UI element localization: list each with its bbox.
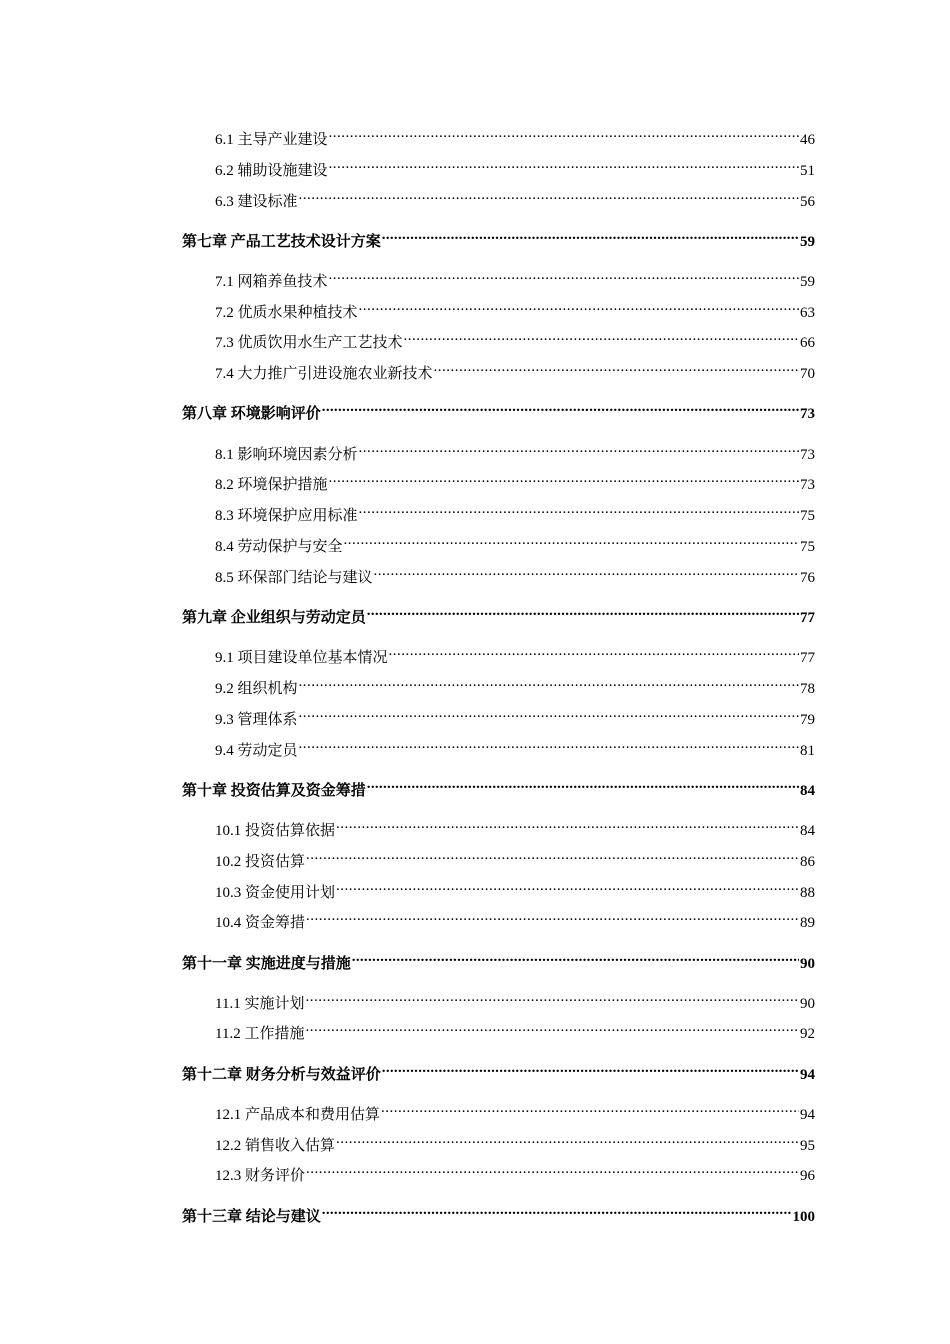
toc-chapter-page: 94 [800, 1067, 815, 1083]
toc-entry[interactable] [215, 498, 815, 524]
toc-entry-page: 75 [800, 508, 815, 524]
dot-leader [306, 905, 799, 927]
toc-entry[interactable] [215, 295, 815, 321]
toc-entry-title: 12.1 产品成本和费用估算 [215, 1107, 381, 1123]
toc-entry[interactable] [215, 702, 815, 728]
toc-chapter-title: 第八章 环境影响评价 [182, 406, 321, 422]
toc-chapter[interactable] [182, 600, 815, 626]
toc-entry[interactable] [215, 1158, 815, 1184]
toc-entry-page: 90 [800, 996, 815, 1012]
dot-leader [322, 396, 799, 418]
toc-entry-title: 9.4 劳动定员 [215, 743, 298, 759]
dot-leader [374, 560, 799, 582]
toc-entry-title: 10.3 资金使用计划 [215, 885, 336, 901]
toc-entry[interactable] [215, 813, 815, 839]
toc-entry-title: 6.3 建设标准 [215, 194, 298, 210]
toc-entry-page: 59 [800, 274, 815, 290]
toc-entry[interactable] [215, 122, 815, 148]
dot-leader [329, 122, 799, 144]
dot-leader [359, 498, 799, 520]
toc-chapter-title: 第九章 企业组织与劳动定员 [182, 610, 366, 626]
dot-leader [306, 844, 799, 866]
dot-leader [305, 986, 799, 1008]
toc-chapter-page: 59 [800, 234, 815, 250]
toc-chapter-page: 77 [800, 610, 815, 626]
toc-entry-title: 8.2 环境保护措施 [215, 477, 328, 493]
toc-entry-title: 8.4 劳动保护与安全 [215, 539, 343, 555]
dot-leader [299, 184, 799, 206]
toc-entry[interactable] [215, 184, 815, 210]
toc-chapter-title: 第十二章 财务分析与效益评价 [182, 1067, 381, 1083]
dot-leader [306, 1158, 799, 1180]
toc-entry[interactable] [215, 437, 815, 463]
dot-leader [382, 1057, 799, 1079]
toc-entry-title: 11.1 实施计划 [215, 996, 305, 1012]
toc-entry-title: 9.2 组织机构 [215, 681, 298, 697]
toc-chapter-page: 100 [792, 1209, 815, 1225]
dot-leader [434, 356, 799, 378]
dot-leader [382, 224, 799, 246]
toc-entry-page: 78 [800, 681, 815, 697]
toc-entry[interactable] [215, 560, 815, 586]
toc-entry[interactable] [215, 986, 815, 1012]
toc-chapter-page: 73 [800, 406, 815, 422]
toc-entry-title: 9.3 管理体系 [215, 712, 298, 728]
toc-entry-title: 7.3 优质饮用水生产工艺技术 [215, 335, 403, 351]
dot-leader [367, 773, 799, 795]
toc-chapter-title: 第十章 投资估算及资金筹措 [182, 783, 366, 799]
toc-entry-page: 96 [800, 1168, 815, 1184]
toc-chapter[interactable] [182, 1199, 815, 1225]
toc-entry[interactable] [215, 325, 815, 351]
toc-entry-page: 73 [800, 447, 815, 463]
toc-entry-page: 86 [800, 854, 815, 870]
toc-chapter[interactable] [182, 946, 815, 972]
toc-entry-page: 77 [800, 650, 815, 666]
toc-chapter[interactable] [182, 224, 815, 250]
toc-entry-page: 92 [800, 1026, 815, 1042]
toc-entry[interactable] [215, 905, 815, 931]
toc-entry-page: 88 [800, 885, 815, 901]
toc-entry[interactable] [215, 153, 815, 179]
toc-entry-page: 73 [800, 477, 815, 493]
toc-chapter[interactable] [182, 396, 815, 422]
dot-leader [329, 467, 799, 489]
toc-entry[interactable] [215, 264, 815, 290]
dot-leader [322, 1199, 792, 1221]
toc-entry[interactable] [215, 844, 815, 870]
toc-chapter-page: 84 [800, 783, 815, 799]
toc-entry[interactable] [215, 356, 815, 382]
dot-leader [336, 813, 799, 835]
toc-entry-page: 81 [800, 743, 815, 759]
toc-entry-title: 8.1 影响环境因素分析 [215, 447, 358, 463]
toc-entry-title: 9.1 项目建设单位基本情况 [215, 650, 388, 666]
dot-leader [389, 640, 799, 662]
dot-leader [299, 702, 799, 724]
toc-entry-page: 70 [800, 366, 815, 382]
toc-entry[interactable] [215, 1128, 815, 1154]
toc-entry-title: 11.2 工作措施 [215, 1026, 305, 1042]
toc-entry-title: 12.3 财务评价 [215, 1168, 306, 1184]
dot-leader [305, 1016, 799, 1038]
dot-leader [352, 946, 799, 968]
toc-entry-page: 95 [800, 1138, 815, 1154]
toc-chapter[interactable] [182, 1057, 815, 1083]
toc-chapter-title: 第七章 产品工艺技术设计方案 [182, 234, 381, 250]
toc-entry-page: 79 [800, 712, 815, 728]
dot-leader [299, 733, 799, 755]
toc-entry-page: 63 [800, 305, 815, 321]
dot-leader [299, 671, 799, 693]
toc-entry[interactable] [215, 467, 815, 493]
dot-leader [336, 1128, 799, 1150]
dot-leader [359, 295, 799, 317]
toc-entry-page: 46 [800, 132, 815, 148]
dot-leader [329, 153, 799, 175]
toc-chapter-title: 第十一章 实施进度与措施 [182, 956, 351, 972]
toc-entry-title: 8.3 环境保护应用标准 [215, 508, 358, 524]
dot-leader [344, 529, 799, 551]
toc-entry[interactable] [215, 1097, 815, 1123]
toc-entry-page: 94 [800, 1107, 815, 1123]
toc-entry[interactable] [215, 529, 815, 555]
toc-entry-page: 76 [800, 570, 815, 586]
toc-entry-title: 7.1 网箱养鱼技术 [215, 274, 328, 290]
dot-leader [367, 600, 799, 622]
toc-entry[interactable] [215, 671, 815, 697]
toc-entry-title: 10.1 投资估算依据 [215, 823, 336, 839]
toc-chapter-title: 第十三章 结论与建议 [182, 1209, 321, 1225]
dot-leader [381, 1097, 799, 1119]
toc-entry-page: 75 [800, 539, 815, 555]
toc-entry-title: 10.2 投资估算 [215, 854, 306, 870]
toc-entry-page: 66 [800, 335, 815, 351]
toc-entry-title: 10.4 资金筹措 [215, 915, 306, 931]
toc-entry-page: 51 [800, 163, 815, 179]
toc-chapter[interactable] [182, 773, 815, 799]
dot-leader [329, 264, 799, 286]
toc-entry-title: 8.5 环保部门结论与建议 [215, 570, 373, 586]
toc-entry-title: 6.2 辅助设施建设 [215, 163, 328, 179]
toc-entry-title: 6.1 主导产业建设 [215, 132, 328, 148]
toc-chapter-page: 90 [800, 956, 815, 972]
toc-entry-page: 56 [800, 194, 815, 210]
toc-entry[interactable] [215, 640, 815, 666]
toc-entry-page: 84 [800, 823, 815, 839]
dot-leader [336, 875, 799, 897]
toc-entry-page: 89 [800, 915, 815, 931]
toc-entry-title: 7.4 大力推广引进设施农业新技术 [215, 366, 433, 382]
toc-entry-title: 7.2 优质水果种植技术 [215, 305, 358, 321]
toc-entry[interactable] [215, 875, 815, 901]
toc-entry-title: 12.2 销售收入估算 [215, 1138, 336, 1154]
toc-entry[interactable] [215, 733, 815, 759]
dot-leader [359, 437, 799, 459]
toc-entry[interactable] [215, 1016, 815, 1042]
dot-leader [404, 325, 799, 347]
